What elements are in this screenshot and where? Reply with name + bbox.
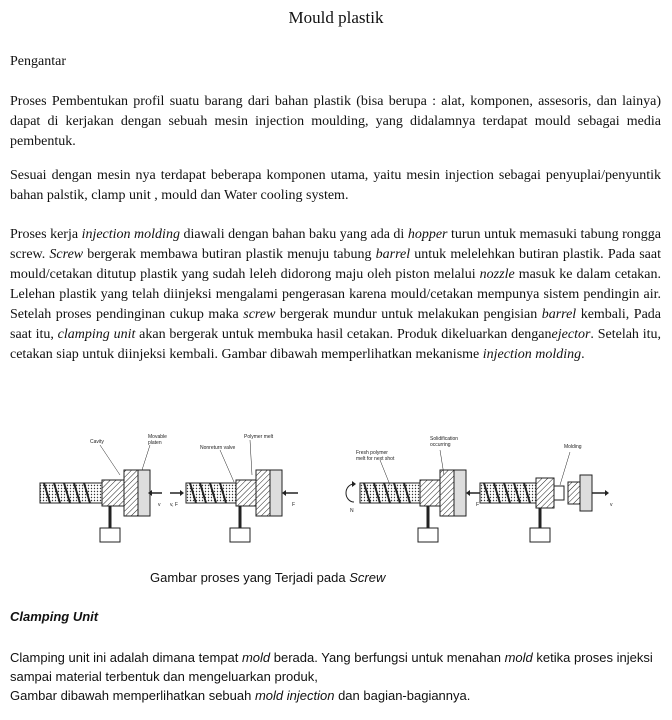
paragraph-process: Proses kerja injection molding diawali dengan bahan baku yang ada di hopper turun untuk memasuki tabung rongga screw. Screw bergerak membawa butiran plastik menuju tabung barrel untuk melelehkan butiran plastik. Pada saat mould/cetakan ditutup plastik yang sudah leleh didorong maju oleh piston melalui nozzle masuk ke dalam cetakan. Lelehan plastik yang telah diinjeksi mengalami pengerasan karena mould/cetakan mempunya sistem pendingin air. Setelah proses pendinginan cukup maka screw bergerak mundur untuk melakukan pengisian barrel kembali, Pada saat itu, clamping unit akan bergerak untuk membuka hasil cetakan. Produk dikeluarkan denganejector. Setelah itu, cetakan siap untuk diinjeksi kembali. Gambar dibawah memperlihatkan mekanisme injection molding. bbox=[10, 227, 662, 362]
stage-2-diagram bbox=[170, 434, 298, 542]
label-v-1: v bbox=[158, 502, 161, 508]
label-movable-platen-1: Movable bbox=[148, 434, 167, 440]
label-polymer-melt: Polymer melt bbox=[244, 434, 274, 440]
stage-4-diagram bbox=[480, 444, 613, 542]
label-solid-2: occurring bbox=[430, 442, 451, 448]
label-v-4: v bbox=[610, 502, 613, 508]
label-f-2: F bbox=[476, 502, 480, 508]
paragraph-clamping-unit: Clamping unit ini adalah dimana tempat mold berada. Yang berfungsi untuk menahan mold ketika proses injeksi sampai material terbentuk dan mengeluarkan produk, Gambar dibawah memperlihatkan sebuah mold injection dan bagian-bagiannya. bbox=[10, 650, 653, 703]
stage-1-diagram bbox=[40, 434, 167, 542]
clamping-unit-heading: Clamping Unit bbox=[10, 609, 99, 624]
label-vf: v, F bbox=[170, 502, 178, 508]
paragraph-intro: Proses Pembentukan profil suatu barang dari bahan plastik (bisa berupa : alat, komponen, assesoris, dan lainya) dapat di kerjakan dengan sebuah mesin injection moulding, yang didalamnya terdapat mould sebagai media pembentuk. bbox=[10, 94, 661, 149]
injection-molding-figure bbox=[30, 430, 650, 555]
label-fresh-2: melt for next shot bbox=[356, 456, 395, 462]
stage-3-diagram bbox=[346, 436, 482, 542]
label-fresh-1: Fresh polymer bbox=[356, 450, 388, 456]
paragraph-components: Sesuai dengan mesin nya terdapat beberapa komponen utama, yaitu mesin injection sebagai penyuplai/penyuntik bahan palstik, clamp unit , mould dan Water cooling system. bbox=[10, 168, 661, 203]
label-cavity: Cavity bbox=[90, 439, 104, 445]
label-f: F bbox=[292, 502, 296, 508]
label-molding: Molding bbox=[564, 444, 582, 450]
label-nonreturn-valve: Nonreturn valve bbox=[200, 445, 236, 451]
label-movable-platen-2: platen bbox=[148, 440, 162, 446]
page-title: Mould plastik bbox=[288, 8, 384, 27]
label-solid-1: Solidification bbox=[430, 436, 459, 442]
label-n: N bbox=[350, 508, 354, 514]
figure-caption: Gambar proses yang Terjadi pada Screw bbox=[150, 570, 386, 585]
intro-heading: Pengantar bbox=[10, 54, 66, 69]
